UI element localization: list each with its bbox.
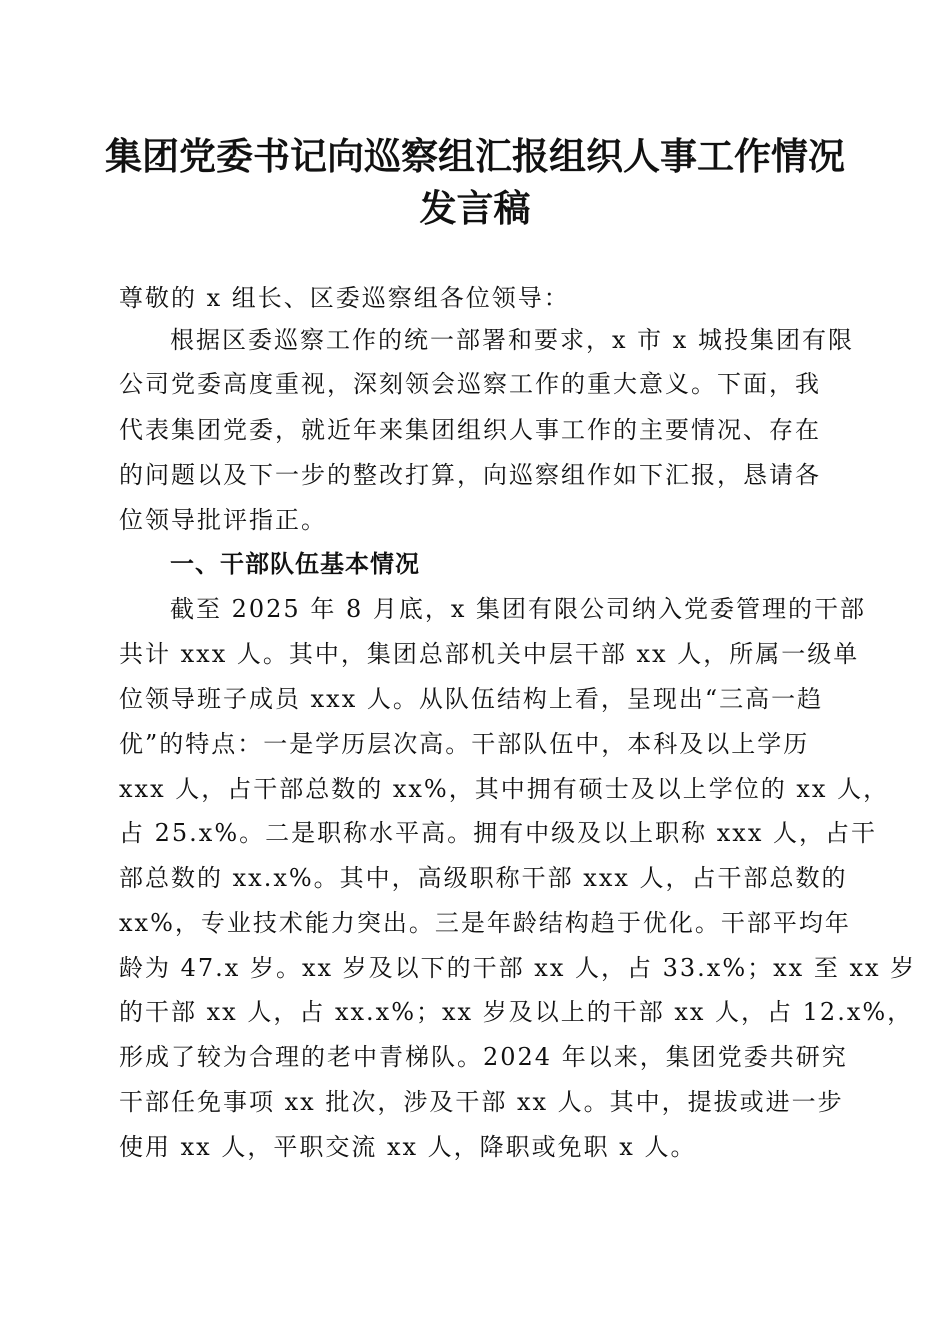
body-line: 占 25.x%。二是职称水平高。拥有中级及以上职称 xxx 人，占干: [119, 819, 877, 847]
body-line: 干部任免事项 xx 批次，涉及干部 xx 人。其中，提拔或进一步: [119, 1088, 844, 1116]
intro-line: 位领导批评指正。: [119, 506, 327, 534]
body-line: 龄为 47.x 岁。xx 岁及以下的干部 xx 人，占 33.x%；xx 至 xx 岁: [119, 954, 917, 982]
intro-line: 代表集团党委，就近年来集团组织人事工作的主要情况、存在: [119, 416, 821, 444]
body-line: 形成了较为合理的老中青梯队。2024 年以来，集团党委共研究: [119, 1043, 848, 1071]
intro-line: 的问题以及下一步的整改打算，向巡察组作如下汇报，恳请各: [119, 461, 821, 489]
section-heading-1: 一、干部队伍基本情况: [170, 550, 420, 578]
body-line: 位领导班子成员 xxx 人。从队伍结构上看，呈现出“三高一趋: [119, 685, 824, 713]
body-line: 的干部 xx 人，占 xx.x%；xx 岁及以上的干部 xx 人，占 12.x%，: [119, 998, 914, 1026]
body-line: 使用 xx 人，平职交流 xx 人，降职或免职 x 人。: [119, 1133, 697, 1161]
body-line: 优”的特点：一是学历层次高。干部队伍中，本科及以上学历: [119, 730, 810, 758]
body-line: 截至 2025 年 8 月底，x 集团有限公司纳入党委管理的干部: [170, 595, 867, 623]
body-line: xx%，专业技术能力突出。三是年龄结构趋于优化。干部平均年: [119, 909, 851, 937]
body-line: 部总数的 xx.x%。其中，高级职称干部 xxx 人，占干部总数的: [119, 864, 848, 892]
document-title-line-1: 集团党委书记向巡察组汇报组织人事工作情况: [105, 134, 845, 178]
intro-line: 公司党委高度重视，深刻领会巡察工作的重大意义。下面，我: [119, 370, 821, 398]
document-title-line-2: 发言稿: [419, 186, 531, 230]
salutation: 尊敬的 x 组长、区委巡察组各位领导：: [119, 284, 570, 312]
body-line: xxx 人，占干部总数的 xx%，其中拥有硕士及以上学位的 xx 人，: [119, 775, 890, 803]
body-line: 共计 xxx 人。其中，集团总部机关中层干部 xx 人，所属一级单: [119, 640, 860, 668]
intro-line: 根据区委巡察工作的统一部署和要求，x 市 x 城投集团有限: [170, 326, 854, 354]
